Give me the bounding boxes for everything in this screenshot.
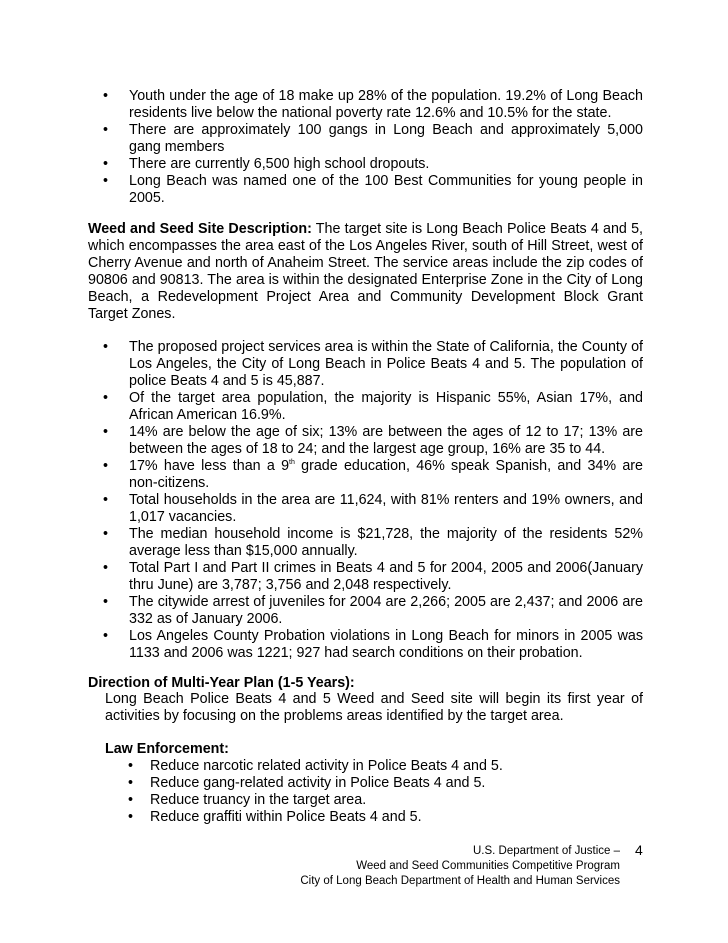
bullet-icon: • (103, 339, 109, 355)
list-item: • Long Beach was named one of the 100 Best Communities for young people in 2005. (103, 173, 643, 206)
bullet-icon: • (103, 173, 109, 189)
list-item: • The median household income is $21,728, the majority of the residents 52% average less than $15,000 annually. (103, 526, 643, 559)
bullet-icon: • (128, 758, 134, 774)
site-bullet-list (88, 339, 643, 662)
direction-heading: Direction of Multi-Year Plan (1-5 Years): (88, 675, 355, 691)
bullet-icon: • (103, 424, 109, 440)
bullet-icon: • (103, 492, 109, 508)
bullet-icon: • (103, 88, 109, 104)
list-item: • 14% are below the age of six; 13% are between the ages of 12 to 17; 13% are between the ages of 18 to 24; and the largest age group, 16% are 35 to 44. (103, 424, 643, 457)
list-item: • The proposed project services area is within the State of California, the County of Los Angeles, the City of Long Beach in Police Beats 4 and 5. The population of police Beats 4 and 5 is 45,887. (103, 339, 643, 389)
bullet-icon: • (128, 792, 134, 808)
list-item: • Los Angeles County Probation violations in Long Beach for minors in 2005 was 1133 and 2006 was 1221; 927 had search conditions on their probation. (103, 628, 643, 661)
list-item: • Youth under the age of 18 make up 28% of the population. 19.2% of Long Beach residents live below the national poverty rate 12.6% and 10.5% for the state. (103, 88, 643, 121)
footer-line-3: City of Long Beach Department of Health and Human Services (300, 875, 620, 887)
site-description-paragraph (88, 221, 643, 323)
list-item: • The citywide arrest of juveniles for 2004 are 2,266; 2005 are 2,437; and 2006 are 332 as of January 2006. (103, 594, 643, 627)
list-item: • Reduce graffiti within Police Beats 4 and 5. (128, 809, 422, 825)
bullet-icon: • (103, 628, 109, 644)
direction-text: Long Beach Police Beats 4 and 5 Weed and Seed site will begin its first year of activities by focusing on the problems areas identified by the target area. (105, 691, 643, 724)
list-item: • There are approximately 100 gangs in Long Beach and approximately 5,000 gang members (103, 122, 643, 155)
site-description-heading: Weed and Seed Site Description: (88, 221, 312, 237)
list-item: • Reduce narcotic related activity in Police Beats 4 and 5. (128, 758, 503, 774)
footer-line-2: Weed and Seed Communities Competitive Program (356, 860, 620, 872)
bullet-icon: • (103, 526, 109, 542)
list-item: • Total Part I and Part II crimes in Beats 4 and 5 for 2004, 2005 and 2006(January thru June) are 3,787; 3,756 and 2,048 respectively. (103, 560, 643, 593)
list-item: • Of the target area population, the majority is Hispanic 55%, Asian 17%, and African American 16.9%. (103, 390, 643, 423)
list-item: • Reduce gang-related activity in Police Beats 4 and 5. (128, 775, 486, 791)
footer-line-1: U.S. Department of Justice – (472, 845, 620, 857)
bullet-icon: • (103, 122, 109, 138)
page-number: 4 (635, 842, 643, 858)
bullet-icon: • (103, 390, 109, 406)
bullet-icon: • (128, 809, 134, 825)
law-enforcement-heading: Law Enforcement: (105, 741, 229, 757)
bullet-icon: • (103, 458, 109, 474)
bullet-icon: • (103, 594, 109, 610)
bullet-icon: • (103, 560, 109, 576)
list-item: • There are currently 6,500 high school dropouts. (103, 156, 430, 172)
top-bullet-list (88, 88, 643, 207)
site-description-text: The target site is Long Beach Police Beats 4 and 5, which encompasses the area east of the Los Angeles River, south of Hill Street, west of Cherry Avenue and north of Anaheim Street. The service areas include the zip codes of 90806 and 90813. The area is within the designated Enterprise Zone in the City of Long Beach, a Redevelopment Project Area and Community Development Block Grant Target Zones. (88, 221, 643, 322)
law-enforcement-list (108, 758, 643, 826)
list-item: • Reduce truancy in the target area. (128, 792, 367, 808)
list-item: • Total households in the area are 11,624, with 81% renters and 19% owners, and 1,017 vacancies. (103, 492, 643, 525)
bullet-icon: • (103, 156, 109, 172)
bullet-icon: • (128, 775, 134, 791)
list-item: • 17% have less than a 9th grade education, 46% speak Spanish, and 34% are non-citizens. (103, 458, 643, 491)
